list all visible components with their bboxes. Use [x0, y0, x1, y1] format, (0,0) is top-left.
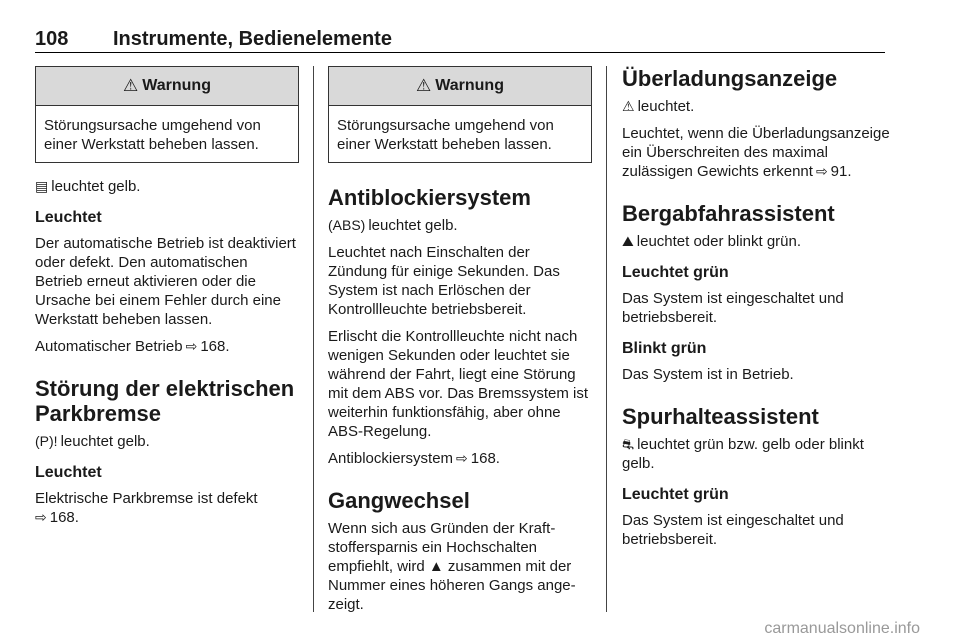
- cross-reference: Automatischer Betrieb ⇨ 168.: [35, 338, 230, 355]
- page-ref-link[interactable]: 91.: [830, 163, 852, 180]
- column-1: [35, 66, 299, 535]
- paragraph: Leuchtet, wenn die Überladungsanzeige ein Überschreiten des maximal zulässigen Gewichts erkennt ⇨ 91.: [622, 125, 890, 180]
- parking-brake-fault-icon: (P)!: [35, 433, 58, 449]
- warning-text: Störungsursache umgehend von einer Werkstatt beheben lassen.: [44, 117, 261, 153]
- upshift-arrow-icon: ▲: [428, 558, 444, 575]
- page-ref-icon: ⇨: [456, 450, 468, 466]
- section-heading: Antiblockiersystem: [328, 185, 531, 210]
- paragraph: Elektrische Parkbremse ist defekt ⇨ 168.: [35, 490, 258, 526]
- subheading: Leuchtet grün: [622, 264, 729, 281]
- indicator-line: ⛰ leuchtet oder blinkt grün.: [622, 233, 802, 250]
- automatic-mode-icon: ▤: [35, 178, 49, 194]
- abs-icon: (ABS): [328, 217, 366, 233]
- section-heading: Bergabfahrassistent: [622, 201, 835, 226]
- page-title: Instrumente, Bedienelemente: [113, 28, 392, 50]
- indicator-line: (ABS) leuchtet gelb.: [328, 217, 458, 234]
- warning-title: Warnung: [435, 77, 504, 94]
- page-ref-icon: ⇨: [35, 509, 47, 525]
- paragraph: Das System ist eingeschaltet und betriebsbereit.: [622, 290, 844, 326]
- page-header: [35, 26, 885, 53]
- column-2: [328, 66, 592, 622]
- column-divider: [313, 66, 314, 612]
- page-ref-link[interactable]: 168.: [200, 338, 230, 355]
- page-number: 108: [35, 28, 69, 50]
- indicator-line: (P)! leuchtet gelb.: [35, 433, 150, 450]
- column-divider: [606, 66, 607, 612]
- paragraph: Der automatische Betrieb ist deaktiviert oder defekt. Den automatischen Betrieb erneut aktivieren oder die Ursache bei einem Fehler durch eine Werkstatt beheben lassen.: [35, 235, 296, 328]
- subheading: Leuchtet: [35, 464, 102, 481]
- hill-descent-icon: ⛰: [622, 233, 634, 249]
- indicator-line: ⚠ leuchtet.: [622, 98, 695, 115]
- subheading: Leuchtet: [35, 209, 102, 226]
- page-ref-icon: ⇨: [185, 338, 198, 354]
- paragraph: Leuchtet nach Einschalten der Zündung für einige Sekunden. Das System ist nach Erlöschen der Kontrollleuchte betriebsbereit.: [328, 244, 560, 318]
- paragraph: Das System ist eingeschaltet und betriebsbereit.: [622, 512, 844, 548]
- indicator-line: ▤ leuchtet gelb.: [35, 178, 141, 195]
- cross-reference: Antiblockiersystem ⇨ 168.: [328, 450, 500, 467]
- paragraph: Erlischt die Kontrollleuchte nicht nach wenigen Sekunden oder leuchtet sie während der Fahrt, liegt eine Störung mit dem ABS vor. Das Bremssystem ist weiterhin funktionsfähig, aber ohne ABS-Regelung.: [328, 328, 589, 440]
- section-heading: Gangwechsel: [328, 488, 470, 513]
- overload-icon: ⚠: [622, 98, 635, 114]
- warning-box: [328, 66, 592, 163]
- section-heading: Spurhalteassistent: [622, 404, 819, 429]
- warning-box: [35, 66, 299, 163]
- page-ref-link[interactable]: 168.: [49, 509, 79, 526]
- page-ref-icon: ⇨: [815, 163, 828, 179]
- warning-header: [36, 67, 298, 106]
- watermark: carmanualsonline.info: [764, 620, 920, 637]
- subheading: Blinkt grün: [622, 340, 707, 357]
- page-ref-link[interactable]: 168.: [470, 450, 500, 467]
- section-heading: Überladungsanzeige: [622, 66, 838, 91]
- warning-triangle-icon: ⚠: [416, 76, 432, 95]
- paragraph: Das System ist in Betrieb.: [622, 366, 794, 383]
- section-heading: Störung der elektrischen Parkbremse: [35, 376, 295, 426]
- warning-header: [329, 67, 591, 106]
- subheading: Leuchtet grün: [622, 486, 729, 503]
- indicator-line: ⛐ leuchtet grün bzw. gelb oder blinkt gelb.: [622, 436, 864, 472]
- paragraph: Wenn sich aus Gründen der Kraftstoffersparnis ein Hochschalten empfiehlt, wird ▲ zusammen mit der Nummer eines höheren Gangs angezeigt.: [328, 520, 576, 613]
- warning-text: Störungsursache umgehend von einer Werkstatt beheben lassen.: [337, 117, 554, 153]
- warning-title: Warnung: [142, 77, 211, 94]
- lane-assist-icon: ⛐: [622, 436, 635, 452]
- column-3: [622, 66, 892, 557]
- warning-triangle-icon: ⚠: [123, 76, 139, 95]
